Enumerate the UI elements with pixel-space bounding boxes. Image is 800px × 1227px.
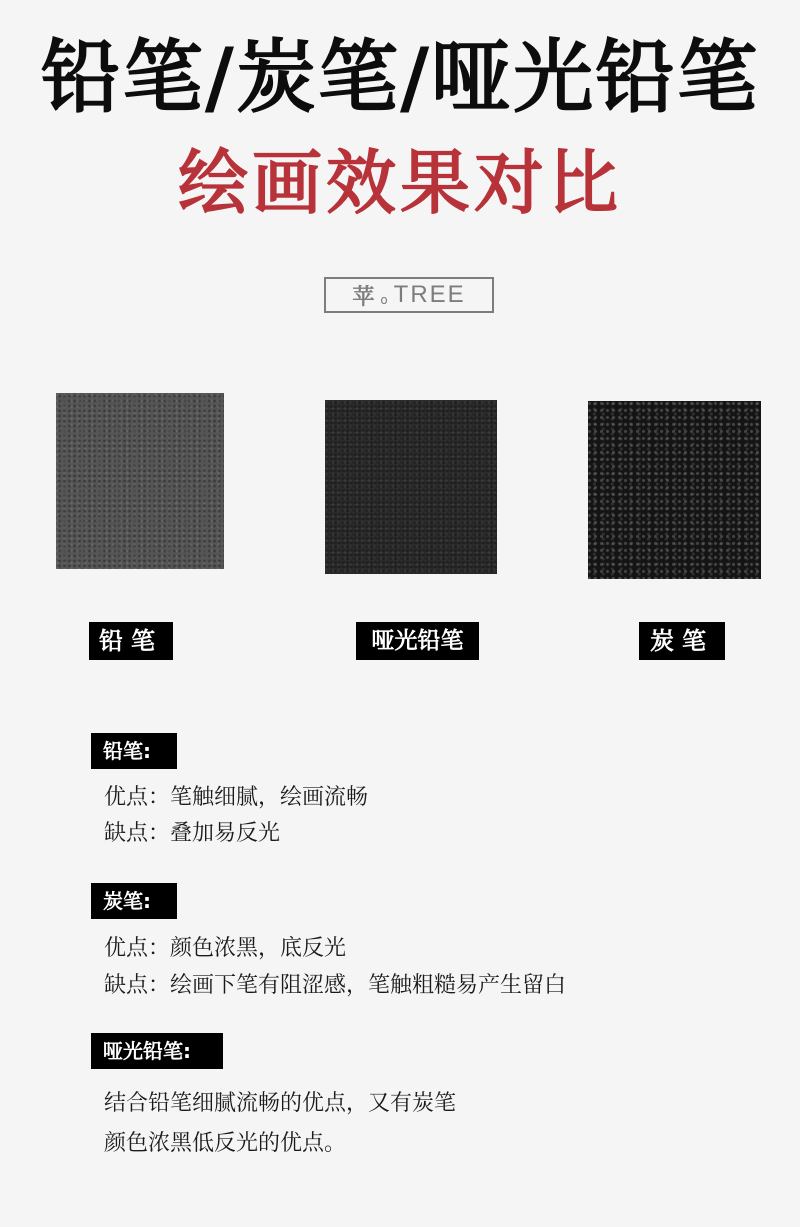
pencil-label: 铅笔 <box>89 622 173 660</box>
charcoal-section-heading: 炭笔: <box>91 883 177 919</box>
page-title: 铅笔/炭笔/哑光铅笔 <box>40 31 760 124</box>
pencil-cons: 缺点：叠加易反光 <box>104 821 281 846</box>
charcoal-cons: 缺点：绘画下笔有阻涩感，笔触粗糙易产生留白 <box>104 973 567 998</box>
logo-text: TREE <box>393 281 466 308</box>
matte-pencil-swatch <box>325 400 497 574</box>
charcoal-swatch <box>588 401 761 579</box>
logo-dot: o <box>380 293 388 307</box>
matte-pencil-label: 哑光铅笔 <box>356 622 479 660</box>
logo-mark: 苹 <box>352 284 375 310</box>
matte-pencil-desc-line1: 结合铅笔细腻流畅的优点，又有炭笔 <box>104 1091 457 1116</box>
brand-logo <box>324 277 494 313</box>
pencil-swatch <box>56 393 224 569</box>
pencil-pros: 优点：笔触细腻，绘画流畅 <box>104 785 369 810</box>
charcoal-pros: 优点：颜色浓黑，底反光 <box>104 936 347 961</box>
pencil-section-heading: 铅笔: <box>91 733 177 769</box>
charcoal-label: 炭笔 <box>639 622 725 660</box>
matte-pencil-desc-line2: 颜色浓黑低反光的优点。 <box>104 1131 347 1156</box>
matte-pencil-section-heading: 哑光铅笔: <box>91 1033 223 1069</box>
page-subtitle: 绘画效果对比 <box>178 142 622 224</box>
